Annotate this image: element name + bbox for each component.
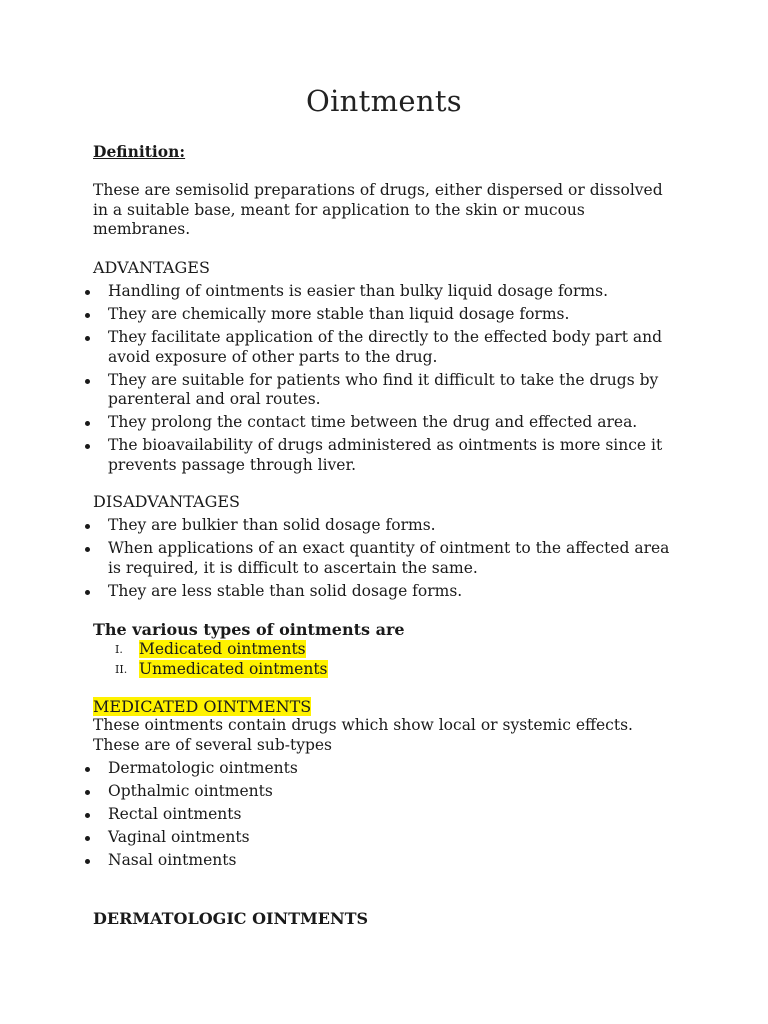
advantages-list xyxy=(82,282,682,479)
list-item: They are suitable for patients who find it difficult to take the drugs by parenteral and oral routes. xyxy=(82,371,682,410)
dermatologic-heading: DERMATOLOGIC OINTMENTS xyxy=(93,909,369,928)
page-title: Ointments xyxy=(306,84,462,118)
list-item xyxy=(115,659,328,679)
highlighted-text: Unmedicated ointments xyxy=(139,660,328,678)
medicated-text: These ointments contain drugs which show local or systemic effects. These are of several sub-types xyxy=(93,716,633,754)
list-item: Opthalmic ointments xyxy=(82,782,682,802)
medicated-subtypes-list xyxy=(82,759,682,874)
bullet-icon xyxy=(85,379,90,384)
list-item: The bioavailability of drugs administered as ointments is more since it prevents passage through liver. xyxy=(82,436,682,475)
list-item: Nasal ointments xyxy=(82,851,682,871)
bullet-icon xyxy=(85,524,90,529)
definition-text: These are semisolid preparations of drugs, either dispersed or dissolved in a suitable base, meant for application to the skin or mucous membranes. xyxy=(93,181,663,238)
bullet-icon xyxy=(85,547,90,552)
list-item: They are less stable than solid dosage forms. xyxy=(82,582,682,602)
disadvantages-heading: DISADVANTAGES xyxy=(93,492,241,511)
list-item: They are chemically more stable than liquid dosage forms. xyxy=(82,305,682,325)
list-item: Rectal ointments xyxy=(82,805,682,825)
bullet-icon xyxy=(85,290,90,295)
roman-numeral: I. xyxy=(115,643,123,656)
medicated-heading xyxy=(93,697,693,717)
definition-label: Definition: xyxy=(93,142,186,161)
bullet-icon xyxy=(85,767,90,772)
bullet-icon xyxy=(85,790,90,795)
bullet-icon xyxy=(85,421,90,426)
types-list xyxy=(115,639,328,679)
list-item: They are bulkier than solid dosage forms. xyxy=(82,516,682,536)
bullet-icon xyxy=(85,336,90,341)
advantages-heading: ADVANTAGES xyxy=(93,258,210,277)
list-item: When applications of an exact quantity of ointment to the affected area is required, it is difficult to ascertain the same. xyxy=(82,539,682,578)
disadvantages-list xyxy=(82,516,682,605)
highlighted-text: Medicated ointments xyxy=(139,640,306,658)
list-item: Dermatologic ointments xyxy=(82,759,682,779)
bullet-icon xyxy=(85,813,90,818)
types-heading: The various types of ointments are xyxy=(93,620,405,639)
list-item: They facilitate application of the directly to the effected body part and avoid exposure of other parts to the drug. xyxy=(82,328,682,367)
list-item xyxy=(115,639,328,659)
bullet-icon xyxy=(85,313,90,318)
bullet-icon xyxy=(85,859,90,864)
highlighted-text: MEDICATED OINTMENTS xyxy=(93,697,312,716)
bullet-icon xyxy=(85,444,90,449)
list-item: Vaginal ointments xyxy=(82,828,682,848)
list-item: Handling of ointments is easier than bulky liquid dosage forms. xyxy=(82,282,682,302)
bullet-icon xyxy=(85,836,90,841)
list-item: They prolong the contact time between the drug and effected area. xyxy=(82,413,682,433)
bullet-icon xyxy=(85,590,90,595)
roman-numeral: II. xyxy=(115,663,128,676)
